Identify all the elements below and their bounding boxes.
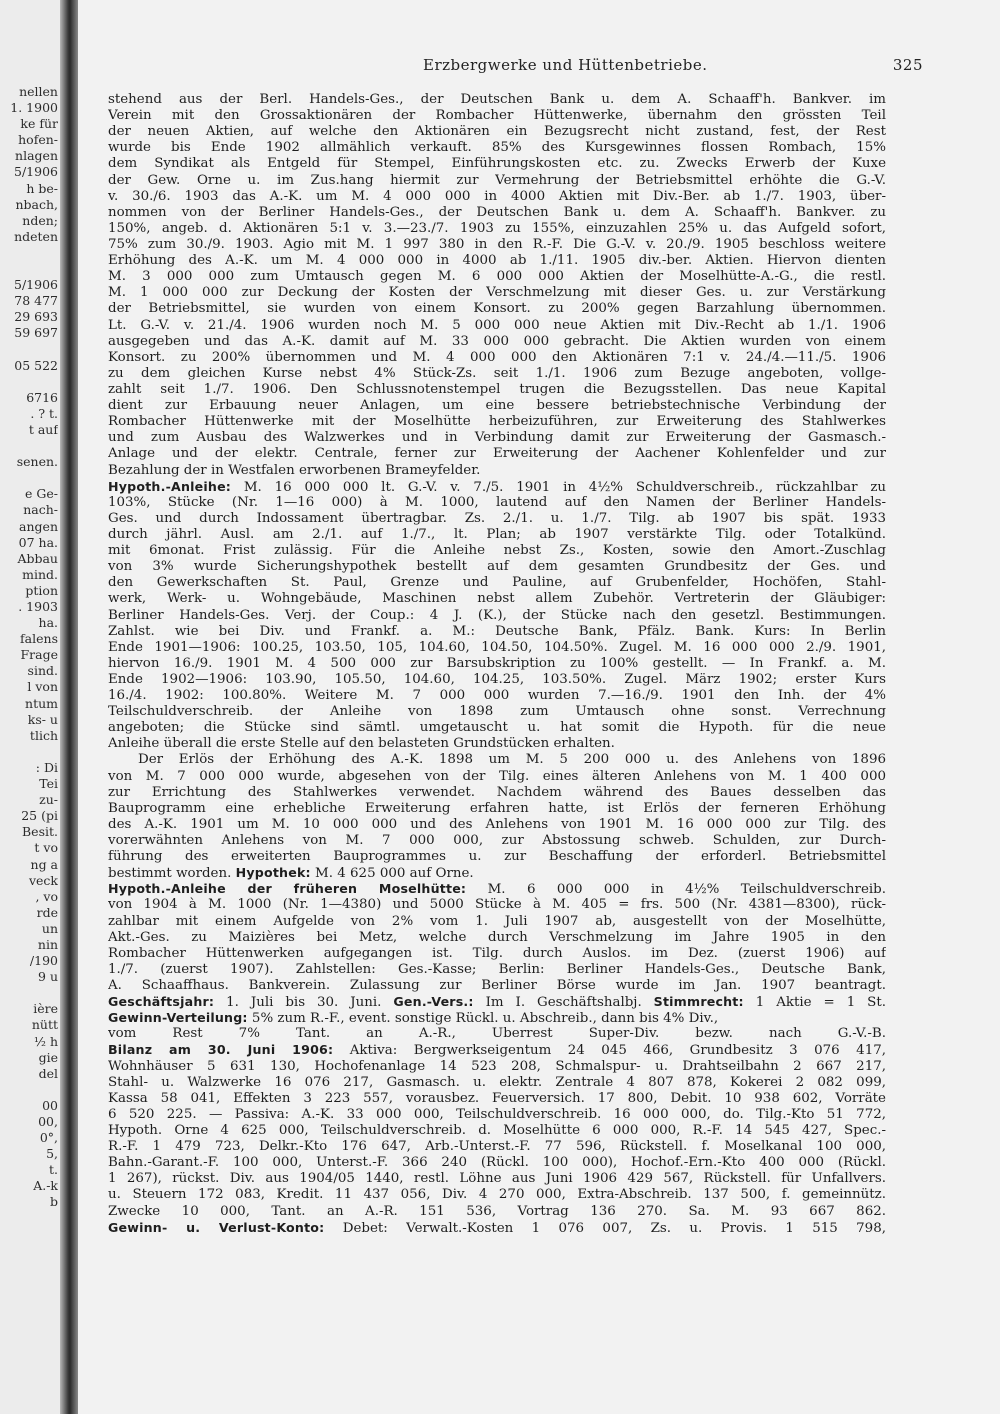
text-line: des A.-K. 1901 um M. 10 000 000 und des Anlehens von 1901 M. 16 000 000 zur Tilg. des <box>108 816 886 832</box>
text-line: Rombacher Hüttenwerke mit der Moselhütte herbeizuführen, zur Erweiterung des Stahlwerkes <box>108 414 886 430</box>
text-line: Anleihe überall die erste Stelle auf den belasteten Grundstücken erhalten. <box>108 736 615 752</box>
text-line: Erhöhung des A.-K. um M. 4 000 000 in 4000 ab 1./11. 1905 div.-ber. Aktien. Hiervon dienten <box>108 253 886 269</box>
facing-page-fragment: un <box>41 920 58 936</box>
facing-page-fragment: gie <box>38 1049 58 1065</box>
text-line: Gewinn- u. Verlust-Konto: Debet: Verwalt.-Kosten 1 076 007, Zs. u. Provis. 1 515 798, <box>108 1219 886 1236</box>
text-line: 1 267), rückst. Div. aus 1904/05 1440, restl. Löhne aus Juni 1906 429 567, Rückstell. für Unfallvers. <box>108 1171 886 1187</box>
text-line: A. Schaaffhaus. Bankverein. Zulassung zur Berliner Börse wurde im Jan. 1907 beantragt. <box>108 978 886 994</box>
facing-page-fragment <box>0 744 58 760</box>
text-line: Verein mit den Grossaktionären der Rombacher Hüttenwerke, übernahm den grössten Teil <box>108 108 886 124</box>
text-line: Bilanz am 30. Juni 1906: Aktiva: Bergwerkseigentum 24 045 466, Grundbesitz 3 076 417, <box>108 1042 886 1059</box>
text-line: Hypoth. Orne 4 625 000, Teilschuldverschreib. d. Moselhütte 6 000 000, R.-F. 14 545 427, Spec.- <box>108 1123 886 1138</box>
text-line: Rombacher Hüttenwerken aufgegangen ist. Tilg. durch Auslos. im Dez. (zuerst 1906) auf <box>108 945 886 961</box>
text-line: werk, Werk- u. Wohngebäude, Maschinen nebst allem Zubehör. Vertreterin der Gläubiger: <box>108 591 886 607</box>
facing-page-fragment: Tei <box>39 776 58 792</box>
facing-page-fragment: 78 477 <box>14 293 58 309</box>
facing-page-fragment: 0°, <box>39 1130 58 1146</box>
facing-page-fragment: Frage <box>20 647 58 663</box>
body-text <box>108 92 886 1236</box>
facing-page-fragment: 59 697 <box>14 325 58 341</box>
text-line: Teilschuldverschreib. der Anleihe von 1898 zum Umtausch ohne sonst. Verrechnung <box>108 704 886 720</box>
facing-page-fragment: , vo <box>35 888 58 904</box>
facing-page-fragment: e Ge- <box>25 486 58 502</box>
text-line: Ende 1901—1906: 100.25, 103.50, 105, 104.60, 104.50, 104.50%. Zugel. M. 16 000 000 2./9. 1901, <box>108 639 886 655</box>
facing-page-fragment: 29 693 <box>14 309 58 325</box>
text-line: zahlt seit 1./7. 1906. Den Schlussnotenstempel trugen die Bezugsstellen. Das neue Kapital <box>108 381 886 397</box>
document-page <box>78 0 1000 1414</box>
text-line: von M. 7 000 000 wurde, abgesehen von der Tilg. eines älteren Anlehens von M. 1 400 000 <box>108 768 886 784</box>
facing-page-fragment: nlagen <box>15 148 58 164</box>
text-line: Akt.-Ges. zu Maizières bei Metz, welche durch Verschmelzung im Jahre 1905 in den <box>108 929 886 945</box>
text-line: stehend aus der Berl. Handels-Ges., der Deutschen Bank u. dem A. Schaaff'h. Bankver. im <box>108 92 886 107</box>
facing-page-fragment: 00, <box>38 1114 58 1129</box>
facing-page-fragment: 05 522 <box>14 357 58 373</box>
text-line: wurde bis Ende 1902 allmählich verkauft. 85% des Kursgewinnes flossen Rombach, 15% <box>108 140 886 156</box>
facing-page-fragment: nin <box>37 936 58 952</box>
page-number: 325 <box>892 56 923 74</box>
text-line: Bahn.-Garant.-F. 100 000, Unterst.-F. 366 240 (Rückl. 100 000), Hochof.-Ern.-Kto 400 000 (Rückl. <box>108 1155 886 1171</box>
text-line: zu dem gleichen Kurse nebst 4% Stück-Zs. seit 1./1. 1906 zum Bezuge angeboten, vollge- <box>108 365 886 381</box>
facing-page-fragment: rde <box>36 904 58 920</box>
text-line: Der Erlös der Erhöhung des A.-K. 1898 um M. 5 200 000 u. des Anlehens von 1896 <box>138 752 886 768</box>
facing-page-fragment: 5/1906 <box>14 277 58 293</box>
facing-page-fragment <box>0 438 58 454</box>
text-line: vorerwähnten Anlehens von M. 7 000 000, zur Abstossung schweb. Schulden, zur Durch- <box>108 833 886 849</box>
facing-page-fragment: ntum <box>25 695 58 711</box>
facing-page-fragment: 07 ha. <box>18 534 58 550</box>
text-line: Lt. G.-V. v. 21./4. 1906 wurden noch M. 5 000 000 neue Aktien mit Div.-Recht ab 1./1. 1906 <box>108 317 886 333</box>
facing-page-fragment: 25 (pi <box>21 808 58 824</box>
text-line: nommen von der Berliner Handels-Ges., der Deutschen Bank u. dem A. Schaaff'h. Bankver. zu <box>108 204 886 220</box>
text-line: M. 3 000 000 zum Umtausch gegen M. 6 000 000 Aktien der Moselhütte-A.-G., die restl. <box>108 269 886 285</box>
facing-page-fragment <box>0 245 58 261</box>
facing-page-fragment: ½ h <box>33 1033 58 1049</box>
text-line: Hypoth.-Anleihe der früheren Moselhütte: M. 6 000 000 in 4½% Teilschuldverschreib. <box>108 881 886 898</box>
facing-page-fragment: ke für <box>20 116 58 132</box>
facing-page-fragment: 5, <box>46 1146 58 1162</box>
facing-page-fragment: veck <box>28 872 58 888</box>
text-line: v. 30./6. 1903 das A.-K. um M. 4 000 000 in 4000 Aktien mit Div.-Ber. ab 1./7. 1903, über- <box>108 188 886 204</box>
text-line: durch jährl. Ausl. am 2./1. auf 1./7., lt. Plan; ab 1907 verstärkte Tilg. oder Totalkünd. <box>108 526 886 542</box>
text-line: u. Steuern 172 083, Kredit. 11 437 056, Div. 4 270 000, Extra-Abschreib. 137 500, f. gemeinnütz. <box>108 1187 886 1203</box>
text-line: der neuen Aktien, auf welche den Aktionären ein Bezugsrecht nicht zustand, fest, der Rest <box>108 124 886 140</box>
text-line: 16./4. 1902: 100.80%. Weitere M. 7 000 000 wurden 7.—16./9. 1901 den Inh. der 4% <box>108 688 886 704</box>
facing-page-fragment <box>0 985 58 1001</box>
facing-page-fragment <box>0 261 58 277</box>
facing-page-fragment: ha. <box>38 615 58 631</box>
text-line: den Gewerkschaften St. Paul, Grenze und Pauline, auf Grubenfelder, Hochöfen, Stahl- <box>108 575 886 591</box>
text-line: der Gew. Orne u. im Zus.hang hiermit zur Vermehrung der Betriebsmittel erhöhte die G.-V. <box>108 172 886 188</box>
facing-page-fragment: ière <box>33 1001 58 1017</box>
facing-page-fragment: nbach, <box>15 196 58 212</box>
facing-page-fragment <box>0 342 58 358</box>
text-line: Anlage und der elektr. Centrale, ferner zur Erweiterung der Aachener Kohlenfelder und zur <box>108 446 886 462</box>
text-line: der Betriebsmittel, sie wurden von einem Konsort. zu 200% gegen Barzahlung übernommen. <box>108 301 886 317</box>
text-line: R.-F. 1 479 723, Delkr.-Kto 176 647, Arb.-Unterst.-F. 77 596, Rückstell. f. Moselkanal 100 000, <box>108 1139 886 1155</box>
text-line: Berliner Handels-Ges. Verj. der Coup.: 4 J. (K.), der Stücke nach den gesetzl. Bestimmungen. <box>108 607 886 623</box>
facing-page-fragment: 00 <box>42 1097 58 1113</box>
text-line: 6 520 225. — Passiva: A.-K. 33 000 000, Teilschuldverschreib. 16 000 000, do. Tilg.-Kto 51 772, <box>108 1106 886 1122</box>
text-line: hiervon 16./9. 1901 M. 4 500 000 zur Barsubskription zu 100% gestellt. — In Frankf. a. M. <box>108 655 886 671</box>
facing-page-fragment: Besit. <box>22 824 58 840</box>
facing-page-fragment <box>0 374 58 390</box>
facing-page-fragment: ndeten <box>14 228 58 244</box>
facing-page-fragment: : Di <box>35 759 58 775</box>
text-line: von 1904 à M. 1000 (Nr. 1—4380) und 5000 Stücke à M. 405 = frs. 500 (Nr. 4381—8300), rück- <box>108 897 886 913</box>
book-gutter <box>60 0 78 1414</box>
text-line: Konsort. zu 200% übernommen und M. 4 000 000 den Aktionären 7:1 v. 24./4.—11./5. 1906 <box>108 349 886 365</box>
facing-page-fragment: Abbau <box>17 550 58 566</box>
text-line: Ende 1902—1906: 103.90, 105.50, 104.60, 104.25, 103.50%. Zugel. März 1902; erster Kurs <box>108 671 886 687</box>
text-line: M. 1 000 000 zur Deckung der Kosten der Verschmelzung mit dieser Ges. u. zur Verstärkung <box>108 285 886 301</box>
facing-page-fragment: del <box>38 1065 58 1081</box>
text-line: 150%, angeb. d. Aktionären 5:1 v. 3.—23./7. 1903 zu 155%, einzuzahlen 25% u. das Aufgeld sofort, <box>108 220 886 236</box>
facing-page-fragment: nden; <box>22 212 58 228</box>
facing-page-fragment: angen <box>19 518 58 534</box>
facing-page-fragment: tlich <box>29 727 58 743</box>
facing-page-fragment: 1. 1900 <box>10 100 58 116</box>
facing-page-fragment: t auf <box>28 421 58 437</box>
facing-page-fragment: A.-k <box>33 1178 58 1194</box>
text-line: Geschäftsjahr: 1. Juli bis 30. Juni. Gen.-Vers.: Im I. Geschäftshalbj. Stimmrecht: 1 Aktie = 1 St. <box>108 994 886 1011</box>
facing-page-fragment: zu- <box>39 792 58 808</box>
text-line: Stahl- u. Walzwerke 16 076 217, Gasmasch. u. elektr. Zentrale 4 807 878, Kokerei 2 082 099, <box>108 1074 886 1090</box>
text-line: mit 6monat. Frist zulässig. Für die Anleihe nebst Zs., Kosten, sowie den Amort.-Zuschlag <box>108 543 886 559</box>
facing-page-fragment: 5/1906 <box>14 164 58 180</box>
text-line: ausgegeben und das A.-K. damit auf M. 33 000 000 gebracht. Die Aktien wurden von einem <box>108 333 886 349</box>
facing-page-fragment: sind. <box>27 663 58 679</box>
facing-page-fragment <box>0 470 58 486</box>
facing-page-fragment: senen. <box>16 454 58 470</box>
text-line: dient zur Erbauung neuer Anlagen, um eine bessere betriebstechnische Verbindung der <box>108 398 886 414</box>
text-line: vom Rest 7% Tant. an A.-R., Überrest Super-Div. bezw. nach G.-V.-B. <box>108 1026 886 1042</box>
text-line: Bauprogramm eine erhebliche Erweiterung erfahren hatte, ist Erlös der ferneren Erhöhung <box>108 800 886 816</box>
facing-page-fragment <box>0 1082 58 1098</box>
facing-page-fragment: falens <box>20 631 58 647</box>
facing-page-fragment: t vo <box>34 840 58 856</box>
facing-page-fragment: . ? t. <box>30 405 58 421</box>
text-line: 75% zum 30./9. 1903. Agio mit M. 1 997 380 in den R.-F. Die G.-V. v. 20./9. 1905 beschloss weitere <box>108 236 886 252</box>
text-line: Zahlst. wie bei Div. und Frankf. a. M.: Deutsche Bank, Pfälz. Bank. Kurs: In Berlin <box>108 623 886 639</box>
facing-page-fragment: t. <box>49 1162 58 1178</box>
facing-page-fragment: mind. <box>22 566 58 582</box>
text-line: angeboten; die Stücke sind sämtl. umgetauscht u. hat somit die Hypoth. für die neue <box>108 720 886 736</box>
text-line: Kassa 58 041, Effekten 3 223 557, vorausbez. Feuerversich. 17 800, Debit. 10 938 602, Vorräte <box>108 1090 886 1106</box>
text-line: Zwecke 10 000, Tant. an A.-R. 151 536, Vortrag 136 270. Sa. M. 93 667 862. <box>108 1203 886 1219</box>
facing-page-fragment: hofen- <box>18 132 58 148</box>
text-line: Bezahlung der in Westfalen erworbenen Brameyfelder. <box>108 462 481 478</box>
text-line: führung des erweiterten Bauprogrammes u. zur Beschaffung der erforderl. Betriebsmittel <box>108 849 886 865</box>
facing-page-fragment: nellen <box>19 84 58 99</box>
facing-page-fragment: ng a <box>30 856 58 872</box>
facing-page-fragment: l von <box>27 679 58 695</box>
facing-page-fragment: nach- <box>23 502 58 518</box>
facing-page-text-fragments <box>0 84 58 1334</box>
text-line: 1./7. (zuerst 1907). Zahlstellen: Ges.-Kasse; Berlin: Berliner Handels-Ges., Deutsche Bank, <box>108 961 886 977</box>
facing-page-fragment: 9 u <box>38 969 58 985</box>
text-line: 103%, Stücke (Nr. 1—16 000) à M. 1000, lautend auf den Namen der Berliner Handels- <box>108 494 886 510</box>
text-line: zur Errichtung des Stahlwerkes verwendet. Nachdem während des Baues desselben das <box>108 784 886 800</box>
text-line: dem Syndikat als Entgeld für Stempel, Einführungskosten etc. zu. Zwecks Erwerb der Kuxe <box>108 156 886 172</box>
text-line: und zum Ausbau des Walzwerkes und in Verbindung damit zur Erweiterung der Gasmasch.- <box>108 430 886 446</box>
facing-page-fragment: /190 <box>29 953 58 969</box>
text-line: zahlbar mit einem Aufgelde von 2% vom 1. Juli 1907 ab, ausgestellt von der Moselhütte, <box>108 913 886 929</box>
text-line: Ges. und durch Indossament übertragbar. Zs. 2./1. u. 1./7. Tilg. ab 1907 bis spät. 1933 <box>108 510 886 526</box>
text-line: Gewinn-Verteilung: 5% zum R.-F., event. sonstige Rückl. u. Abschreib., dann bis 4% Div., <box>108 1010 719 1027</box>
text-line: bestimmt worden. Hypothek: M. 4 625 000 auf Orne. <box>108 865 474 882</box>
facing-page-fragment: 6716 <box>26 389 58 405</box>
facing-page-fragment: b <box>49 1194 58 1210</box>
text-line: Wohnhäuser 5 631 130, Hochofenanlage 14 523 208, Schmalspur- u. Drahtseilbahn 2 667 217, <box>108 1058 886 1074</box>
facing-page-fragment: ks- u <box>27 711 58 727</box>
text-line: von 3% wurde Sicherungshypothek bestellt auf dem gesamten Grundbesitz der Ges. und <box>108 559 886 575</box>
running-head-title: Erzbergwerke und Hüttenbetriebe. <box>423 56 708 74</box>
facing-page-fragment: nütt <box>31 1017 58 1033</box>
facing-page-fragment: ption <box>25 582 58 598</box>
facing-page-fragment: . 1903 <box>18 599 58 614</box>
text-line: Hypoth.-Anleihe: M. 16 000 000 lt. G.-V. v. 7./5. 1901 in 4½% Schuldverschreib., rückzahlbar zu <box>108 478 886 495</box>
facing-page-fragment: h be- <box>26 180 58 196</box>
